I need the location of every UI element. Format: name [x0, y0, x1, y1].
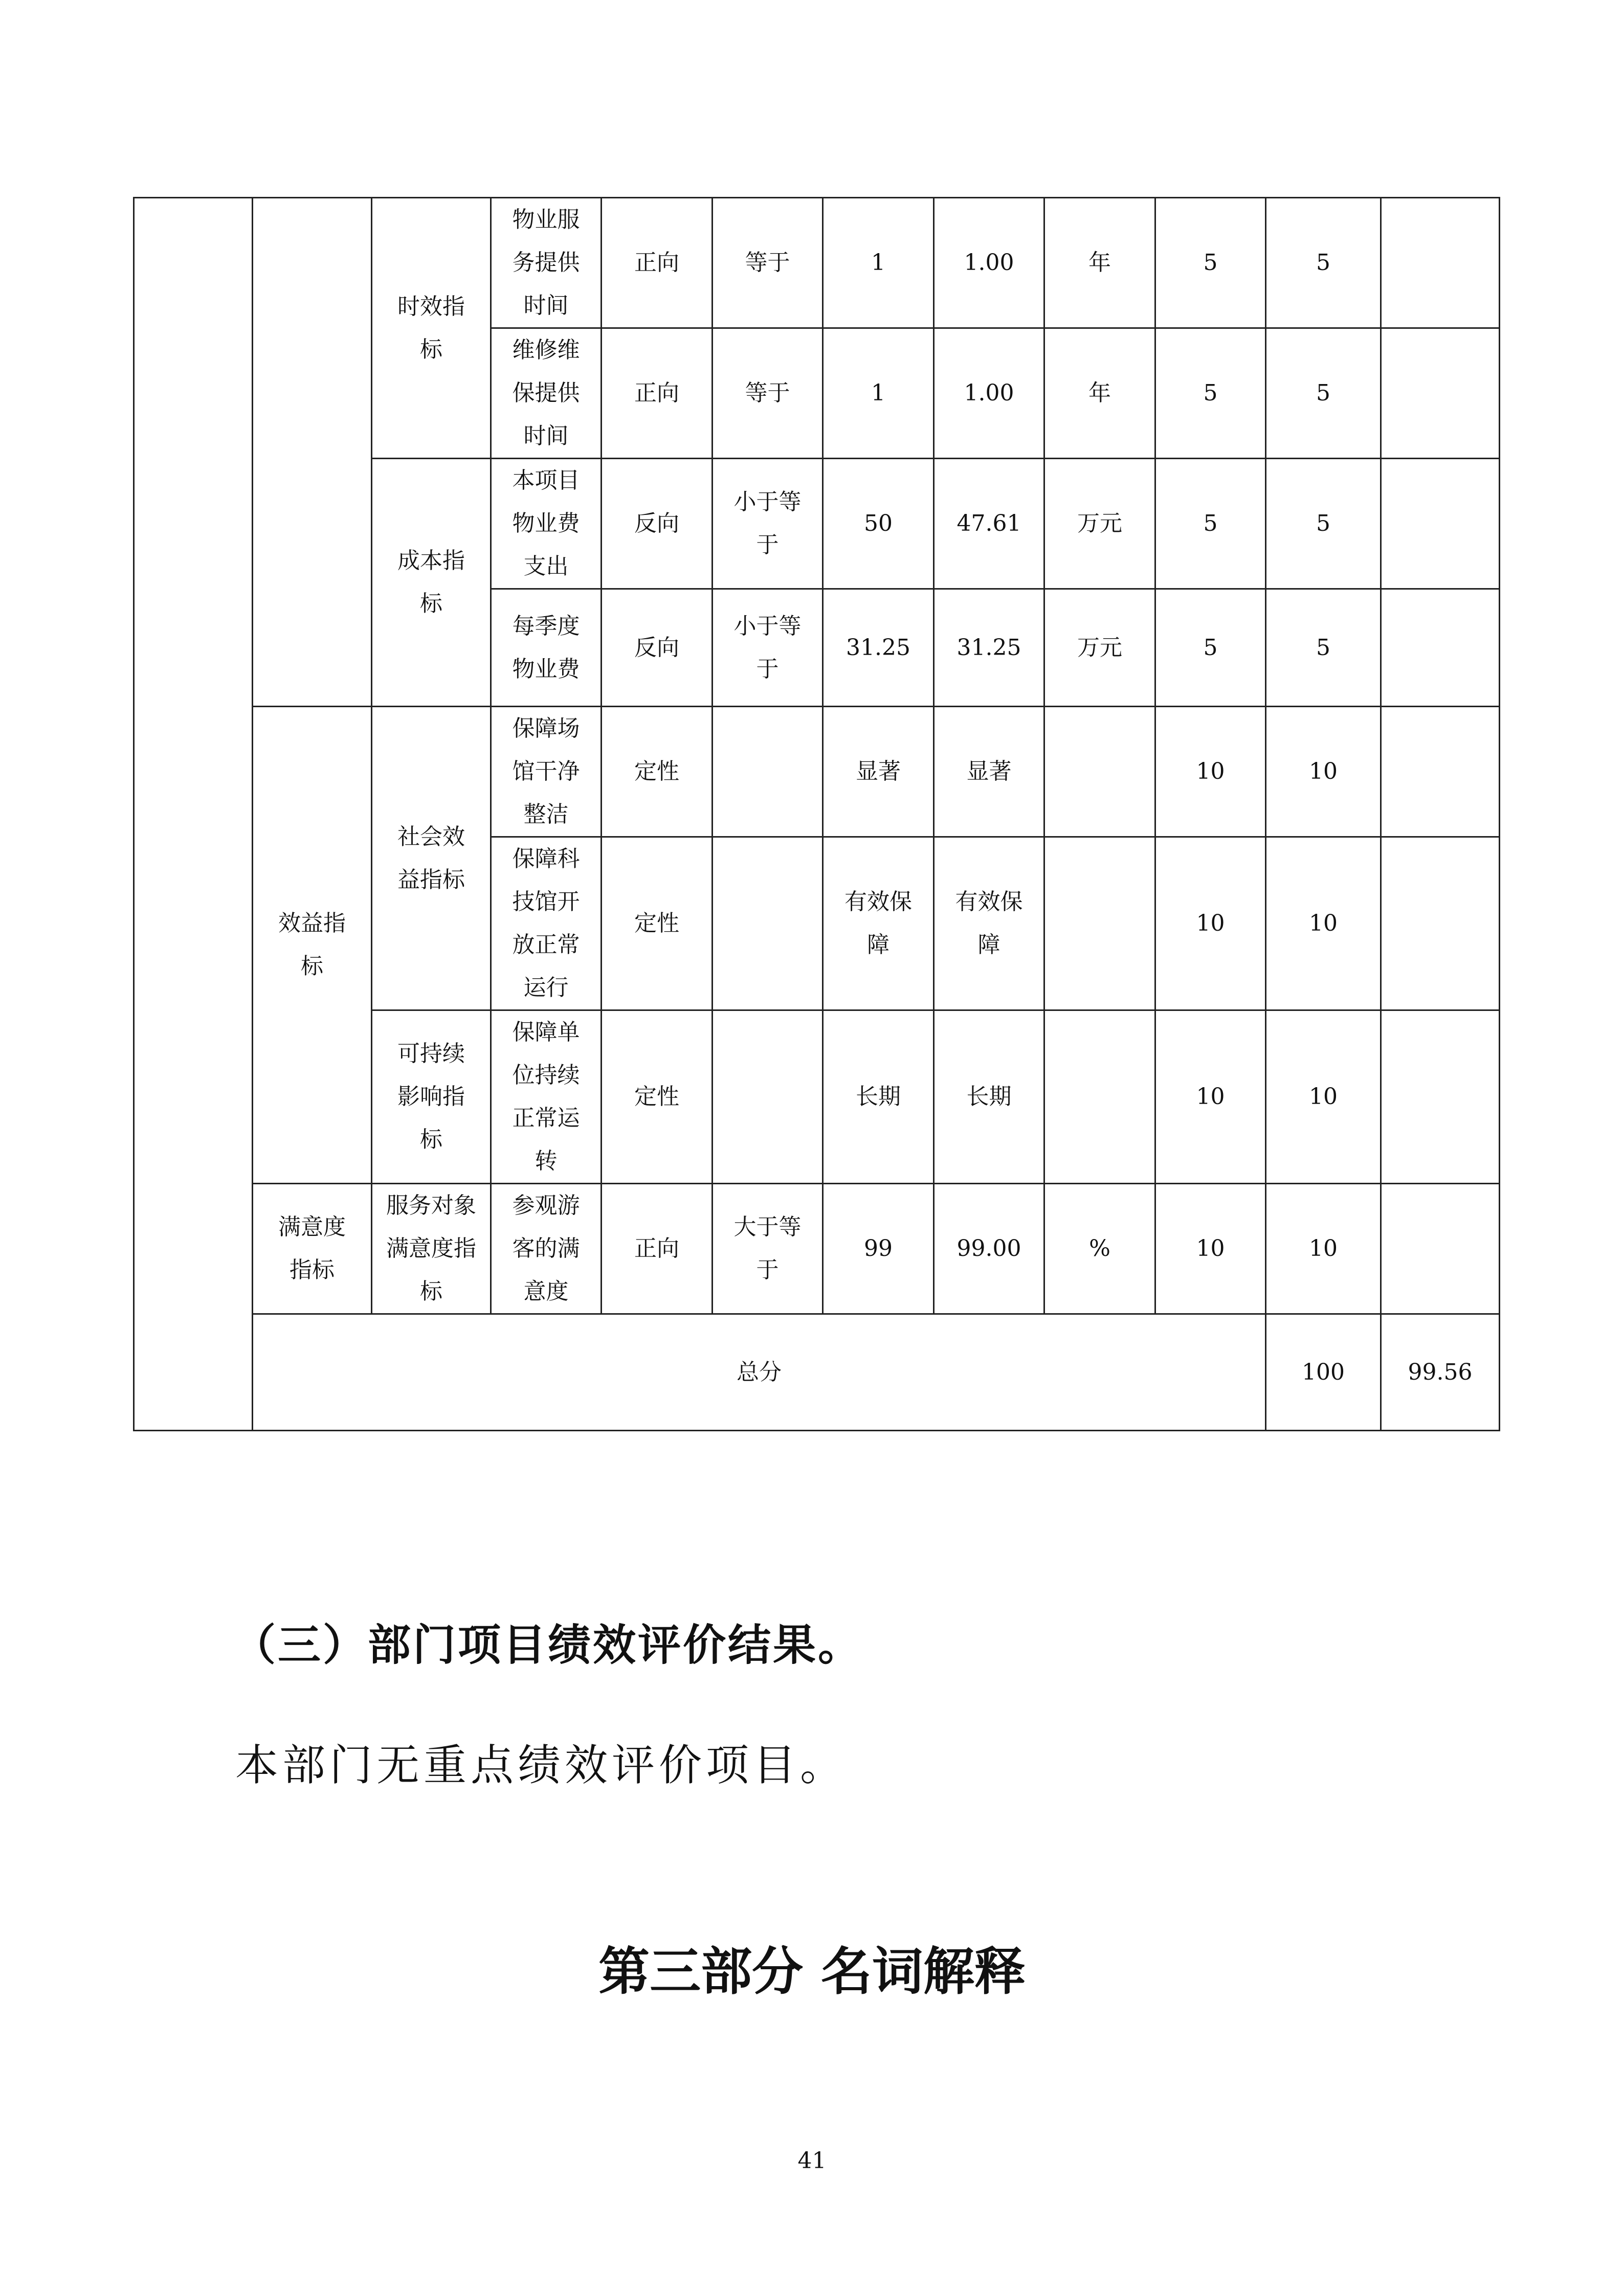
score-cell: 5 [1266, 328, 1381, 459]
indicator-name-cell: 每季度物业费 [491, 589, 602, 707]
target-value-cell: 1 [823, 328, 934, 459]
weight-cell: 5 [1155, 198, 1266, 328]
remark-cell [1381, 328, 1500, 459]
unit-cell [1044, 837, 1155, 1010]
indicator-name-cell: 维修维保提供时间 [491, 328, 602, 459]
third-level-indicator-timeliness: 时效指标 [372, 198, 491, 459]
direction-cell: 正向 [602, 198, 713, 328]
third-level-indicator-sustainable: 可持续影响指标 [372, 1010, 491, 1184]
score-cell: 10 [1266, 1184, 1381, 1314]
part-title: 第三部分 名词解释 [598, 1942, 1026, 2001]
section-heading: （三）部门项目绩效评价结果。 [233, 1620, 863, 1670]
second-level-indicator-satisfaction: 满意度指标 [253, 1184, 372, 1314]
weight-cell: 5 [1155, 589, 1266, 707]
actual-value-cell: 47.61 [934, 459, 1044, 589]
operator-cell: 等于 [713, 328, 823, 459]
remark-cell [1381, 459, 1500, 589]
first-level-indicator-cell [134, 198, 253, 1431]
score-cell: 10 [1266, 707, 1381, 837]
target-value-cell: 50 [823, 459, 934, 589]
total-weight: 100 [1266, 1314, 1381, 1431]
target-value-cell: 1 [823, 198, 934, 328]
unit-cell: 年 [1044, 198, 1155, 328]
remark-cell [1381, 837, 1500, 1010]
weight-cell: 10 [1155, 707, 1266, 837]
total-score: 99.56 [1381, 1314, 1500, 1431]
second-level-indicator-benefit: 效益指标 [253, 707, 372, 1184]
target-value-cell: 99 [823, 1184, 934, 1314]
target-value-cell: 长期 [823, 1010, 934, 1184]
direction-cell: 定性 [602, 837, 713, 1010]
unit-cell [1044, 707, 1155, 837]
total-label: 总分 [253, 1314, 1266, 1431]
direction-cell: 正向 [602, 328, 713, 459]
table-row [134, 1184, 1500, 1314]
unit-cell [1044, 1010, 1155, 1184]
weight-cell: 10 [1155, 837, 1266, 1010]
direction-cell: 正向 [602, 1184, 713, 1314]
unit-cell: 万元 [1044, 459, 1155, 589]
section-body: 本部门无重点绩效评价项目。 [235, 1740, 848, 1790]
operator-cell: 等于 [713, 198, 823, 328]
indicator-name-cell: 保障单位持续正常运转 [491, 1010, 602, 1184]
actual-value-cell: 显著 [934, 707, 1044, 837]
total-row [134, 1314, 1500, 1431]
indicator-name-cell: 保障场馆干净整洁 [491, 707, 602, 837]
indicator-name-cell: 本项目物业费支出 [491, 459, 602, 589]
actual-value-cell: 31.25 [934, 589, 1044, 707]
second-level-indicator-cell [253, 198, 372, 707]
operator-cell: 大于等于 [713, 1184, 823, 1314]
actual-value-cell: 99.00 [934, 1184, 1044, 1314]
actual-value-cell: 长期 [934, 1010, 1044, 1184]
weight-cell: 10 [1155, 1184, 1266, 1314]
performance-indicator-table [133, 197, 1500, 1431]
indicator-name-cell: 保障科技馆开放正常运行 [491, 837, 602, 1010]
actual-value-cell: 1.00 [934, 328, 1044, 459]
remark-cell [1381, 198, 1500, 328]
operator-cell [713, 707, 823, 837]
indicator-name-cell: 参观游客的满意度 [491, 1184, 602, 1314]
target-value-cell: 显著 [823, 707, 934, 837]
third-level-indicator-cost: 成本指标 [372, 459, 491, 707]
actual-value-cell: 1.00 [934, 198, 1044, 328]
direction-cell: 定性 [602, 1010, 713, 1184]
weight-cell: 5 [1155, 459, 1266, 589]
score-cell: 5 [1266, 589, 1381, 707]
direction-cell: 定性 [602, 707, 713, 837]
indicator-name-cell: 物业服务提供时间 [491, 198, 602, 328]
target-value-cell: 31.25 [823, 589, 934, 707]
direction-cell: 反向 [602, 459, 713, 589]
operator-cell [713, 837, 823, 1010]
remark-cell [1381, 1184, 1500, 1314]
third-level-indicator-service-satisfaction: 服务对象满意度指标 [372, 1184, 491, 1314]
operator-cell: 小于等于 [713, 589, 823, 707]
unit-cell: 年 [1044, 328, 1155, 459]
unit-cell: % [1044, 1184, 1155, 1314]
operator-cell [713, 1010, 823, 1184]
remark-cell [1381, 707, 1500, 837]
remark-cell [1381, 1010, 1500, 1184]
score-cell: 5 [1266, 459, 1381, 589]
score-cell: 10 [1266, 1010, 1381, 1184]
score-cell: 5 [1266, 198, 1381, 328]
operator-cell: 小于等于 [713, 459, 823, 589]
third-level-indicator-social: 社会效益指标 [372, 707, 491, 1010]
direction-cell: 反向 [602, 589, 713, 707]
score-cell: 10 [1266, 837, 1381, 1010]
page-number: 41 [797, 2148, 827, 2174]
weight-cell: 10 [1155, 1010, 1266, 1184]
remark-cell [1381, 589, 1500, 707]
target-value-cell: 有效保障 [823, 837, 934, 1010]
weight-cell: 5 [1155, 328, 1266, 459]
table-row [134, 198, 1500, 328]
table-row [134, 707, 1500, 837]
unit-cell: 万元 [1044, 589, 1155, 707]
actual-value-cell: 有效保障 [934, 837, 1044, 1010]
